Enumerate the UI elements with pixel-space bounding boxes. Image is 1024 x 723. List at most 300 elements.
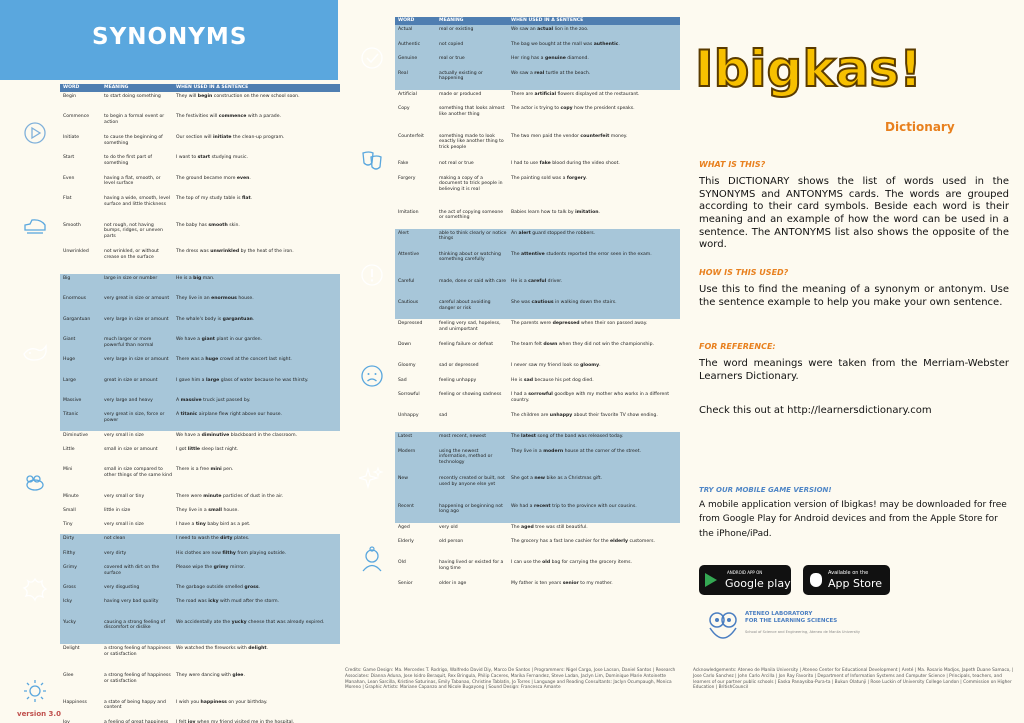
- table-row: [60, 247, 340, 274]
- word-cell: Sad: [398, 377, 407, 383]
- word-cell: Large: [63, 377, 76, 383]
- table-row: [60, 410, 340, 430]
- table-row: [60, 396, 340, 410]
- word-group: [395, 90, 680, 229]
- word-cell: Real: [398, 70, 408, 76]
- word-cell: Gloomy: [398, 363, 416, 368]
- meaning-cell: small in size or amount: [104, 446, 158, 452]
- sentence-cell: The latest song of the band was released today.: [511, 434, 624, 439]
- table-row: [395, 390, 680, 411]
- table-row: [60, 563, 340, 583]
- synonyms-title: SYNONYMS: [92, 24, 248, 50]
- sentence-cell: The road was icky with mud after the storm.: [176, 599, 280, 605]
- sentence-cell: I got little sleep last night.: [176, 446, 239, 452]
- table-row: [395, 432, 680, 447]
- sentence-cell: I had a sorrowful goodbye with my mother who works in a different country.: [511, 392, 670, 403]
- meaning-cell: not real or true: [439, 161, 474, 166]
- table-row: [60, 644, 340, 671]
- sentence-cell: The team felt down when they did not win the championship.: [511, 342, 654, 347]
- word-group: [395, 432, 680, 523]
- meaning-cell: old person: [439, 539, 464, 544]
- sentence-cell: She was cautious in walking down the stairs.: [511, 300, 617, 305]
- meaning-cell: very great in size or amount: [104, 296, 170, 302]
- table-row: [60, 583, 340, 597]
- sentence-cell: They live in a modern house at the corner of the street.: [511, 448, 641, 454]
- mobile-heading: TRY OUR MOBILE GAME VERSION!: [699, 486, 832, 494]
- meaning-cell: actually existing or happening: [439, 70, 483, 82]
- apple-icon: [810, 573, 822, 587]
- sentence-cell: There was a huge crowd at the concert last night.: [176, 357, 292, 363]
- meaning-cell: large in size or number: [104, 275, 158, 281]
- alert-icon: [359, 262, 385, 288]
- word-cell: Careful: [398, 279, 415, 284]
- app-store-label: App Store: [828, 577, 883, 590]
- word-cell: Cautious: [398, 300, 419, 305]
- word-cell: Grimy: [63, 564, 77, 570]
- sentence-cell: They live in an enormous house.: [176, 296, 254, 302]
- table-row: [395, 411, 680, 432]
- splat-icon: [22, 576, 48, 602]
- word-cell: Mini: [63, 467, 73, 473]
- sentence-cell: There are artificial flowers displayed at the restaurant.: [511, 91, 640, 97]
- how-paragraph: Use this to find the meaning of a synonym or antonym. Use the sentence example to help you make your own sentence.: [699, 284, 1009, 308]
- table-row: [395, 54, 680, 69]
- sentence-cell: I had to use fake blood during the video shoot.: [511, 161, 620, 166]
- meaning-cell: to begin a formal event or action: [104, 114, 165, 126]
- sentence-cell: I never saw my friend look so gloomy.: [511, 363, 601, 368]
- sentence-cell: They will begin construction on the new school soon.: [176, 94, 300, 99]
- table-row: [60, 506, 340, 520]
- meaning-cell: something that looks almost like another thing: [439, 106, 505, 117]
- table-row: [60, 718, 340, 723]
- meaning-cell: very large in size or amount: [104, 357, 169, 363]
- word-group: [60, 274, 340, 431]
- sad-face-icon: [359, 363, 385, 389]
- word-cell: Begin: [63, 94, 77, 99]
- sentence-cell: We have a diminutive blackboard in the classroom.: [176, 432, 298, 438]
- table-row: [395, 104, 680, 132]
- table-row: [395, 361, 680, 376]
- word-cell: Small: [63, 508, 76, 514]
- word-cell: Down: [398, 342, 412, 347]
- word-cell: Fake: [398, 161, 409, 166]
- ateneo-lab-name: [745, 611, 837, 625]
- table-row: [395, 229, 680, 250]
- synonyms-banner: [0, 0, 338, 80]
- word-group: [60, 431, 340, 535]
- sentence-cell: The festivities will commence with a parade.: [176, 114, 281, 120]
- sentence-cell: We saw a real turtle at the beach.: [511, 70, 591, 76]
- meaning-cell: very small or tiny: [104, 493, 145, 499]
- table-row: [60, 618, 340, 645]
- table-row: [395, 159, 680, 174]
- table-row: [60, 335, 340, 355]
- sentence-cell: The baby has smooth skin.: [176, 222, 240, 228]
- word-cell: Smooth: [63, 222, 81, 228]
- table-row: [395, 537, 680, 558]
- sentence-cell: An alert guard stopped the robbers.: [511, 230, 596, 236]
- meaning-cell: very old: [439, 524, 458, 530]
- table-row: [395, 298, 680, 319]
- meaning-cell: feeling unhappy: [439, 377, 477, 383]
- sentence-cell: The parents were depressed when their son passed away.: [511, 321, 648, 326]
- table-row: [60, 221, 340, 248]
- meaning-cell: careful about avoiding danger or risk: [439, 300, 491, 311]
- google-play-small-label: ANDROID APP ON: [727, 570, 763, 575]
- sentence-cell: The garbage outside smelled gross.: [176, 585, 261, 591]
- word-cell: Genuine: [398, 56, 418, 61]
- meaning-cell: something made to look exactly like another thing to trick people: [439, 133, 504, 150]
- meaning-cell: a strong feeling of happiness or satisfaction: [104, 646, 171, 658]
- meaning-cell: very large in size or amount: [104, 316, 169, 322]
- word-cell: Aged: [398, 524, 410, 530]
- sentence-cell: There is a free mini pen.: [176, 467, 234, 473]
- reference-heading: FOR REFERENCE:: [699, 342, 776, 351]
- sentence-cell: The actor is trying to copy how the president speaks.: [511, 106, 635, 111]
- word-cell: Copy: [398, 106, 410, 111]
- meaning-cell: recently created or built, not used by anyone else yet: [439, 476, 505, 487]
- google-play-label: Google play: [725, 577, 791, 590]
- meaning-cell: thinking about or watching something carefully: [439, 251, 501, 263]
- mouse-icon: [22, 470, 48, 496]
- meaning-cell: real or existing: [439, 27, 474, 32]
- synonyms-table-left: [60, 84, 340, 723]
- word-group: [395, 523, 680, 594]
- word-cell: Initiate: [63, 134, 80, 140]
- meaning-cell: small in size compared to other things of the same kind: [104, 467, 172, 478]
- learners-dictionary-link[interactable]: Check this out at http://learnersdictionary.com: [699, 405, 932, 416]
- word-cell: Yucky: [63, 619, 76, 625]
- word-cell: Icky: [63, 599, 73, 605]
- table-row: [395, 474, 680, 502]
- meaning-cell: great in size or amount: [104, 377, 158, 383]
- sentence-cell: The children are unhappy about their favorite TV show ending.: [511, 413, 658, 418]
- word-cell: Imitation: [398, 209, 419, 215]
- table-row: [60, 315, 340, 335]
- sentence-cell: The top of my study table is flat.: [176, 195, 253, 201]
- iron-icon: [22, 211, 48, 237]
- meaning-cell: much larger or more powerful than normal: [104, 336, 154, 348]
- meaning-cell: feeling or showing sadness: [439, 392, 502, 397]
- table-row: [395, 69, 680, 90]
- sentence-cell: I felt joy when my friend visited me in the hospital.: [176, 719, 295, 723]
- mobile-paragraph: A mobile application version of Ibigkas! may be downloaded for free from Google Play for Android devices and from the Apple Store for the iPhone/iPad.: [699, 500, 1007, 539]
- grandma-icon: [359, 546, 385, 572]
- word-cell: Little: [63, 446, 75, 452]
- meaning-cell: sad or depressed: [439, 363, 479, 368]
- table-row: [395, 250, 680, 278]
- sentence-cell: The painting sold was a forgery.: [511, 175, 588, 181]
- table-row: [60, 431, 340, 445]
- word-group: [60, 534, 340, 644]
- what-heading: WHAT IS THIS?: [699, 160, 766, 169]
- word-cell: Happiness: [63, 699, 87, 705]
- word-cell: Filthy: [63, 550, 76, 556]
- word-group: [60, 174, 340, 274]
- meaning-cell: sad: [439, 413, 448, 418]
- word-cell: Forgery: [398, 175, 416, 181]
- word-cell: Sorrowful: [398, 392, 420, 397]
- word-cell: Diminutive: [63, 432, 89, 438]
- sentence-cell: He is sad because his pet dog died.: [511, 377, 594, 383]
- sentence-cell: I want to start studying music.: [176, 155, 248, 161]
- meaning-cell: made or produced: [439, 91, 482, 97]
- table-row: [395, 319, 680, 340]
- meaning-cell: very large and heavy: [104, 398, 153, 404]
- word-cell: Huge: [63, 357, 76, 363]
- credits-text: Credits: Game Design: Ma. Mercedes T. Rodrigo, Walfredo David Diy, Marco De Santos | Programmers: Nigel Cargo, Jose Lacson, Daniel Santos | Research Associates: Dianna Aduna, Jose Isidro Beraquit, Rex Bringula, Philip Caceres, Marika Fernandez, Steve Ladan, Jaclyn Lim, Dominique Marie Antoinette Manahan, Lean Sarcilla, Kristine Saturinas, Emily Tabanao, Christine Tablatin, Jo Torres | Language and Reading Consultants: Jaclyn Ocumpaugh, Monica Moreno | Graphic Artists: Mariane Capanzo and Nicole Bugayong | Sound Design: Francesca Amante: [345, 668, 676, 691]
- meaning-cell: little in size: [104, 508, 131, 514]
- whale-icon: [22, 340, 48, 366]
- play-button-icon: [22, 120, 48, 146]
- sentence-cell: I wish you happiness on your birthday.: [176, 699, 268, 705]
- meaning-cell: happening or beginning not long ago: [439, 503, 503, 515]
- sentence-cell: The ground became more even.: [176, 175, 251, 181]
- word-cell: Attentive: [398, 251, 420, 257]
- meaning-cell: the act of copying someone or something: [439, 209, 504, 221]
- meaning-cell: using the newest information, method or technology: [439, 448, 493, 465]
- sentence-cell: A massive truck just passed by.: [176, 398, 251, 404]
- sentence-cell: I have a tiny baby bird as a pet.: [176, 522, 251, 528]
- word-cell: Start: [63, 155, 75, 161]
- meaning-cell: very small in size: [104, 522, 144, 528]
- meaning-cell: very small in size: [104, 432, 144, 438]
- table-row: [60, 520, 340, 534]
- sentence-cell: I can use the old bag for carrying the grocery items.: [511, 560, 632, 565]
- google-play-button[interactable]: [699, 565, 791, 595]
- sentence-cell: His clothes are now filthy from playing outside.: [176, 550, 287, 556]
- word-group: [60, 644, 340, 723]
- sentence-cell: Her ring has a genuine diamond.: [511, 56, 589, 61]
- sentence-cell: We had a recent trip to the province with our cousins.: [511, 503, 637, 509]
- sentence-cell: She got a new bike as a Christmas gift.: [511, 476, 603, 481]
- table-row: [60, 153, 340, 173]
- play-store-icon: [705, 573, 717, 587]
- ibigkas-logo: Ibigkas!: [695, 40, 922, 98]
- sentence-cell: Our section will initiate the clean-up program.: [176, 134, 285, 140]
- acknowledgements-text: Acknowledgements: Ateneo de Manila University | Ateneo Center for Educational Development | Areté | Ma. Rosario Madjos, Japeth Duane Samaco, | Jose Carlo Sanchez | John Carlo Arcilla | Jon Ray Favorito | Department of Information Systems and Computer Science | Principals, teachers, and learners of our partner public schools | Easka Panaysiba-Pura-ta | Bukun Olatunji | Rose Luckin of University College London | Commission on Higher Education | BritishCouncil: [693, 668, 1014, 691]
- sentence-cell: The two men paid the vendor counterfeit money.: [511, 133, 628, 139]
- sentence-cell: The dress was unwrinkled by the heat of the iron.: [176, 249, 294, 255]
- masks-icon: [359, 147, 385, 173]
- sentence-cell: We accidentally ate the yucky cheese that was already expired.: [176, 619, 325, 625]
- sentence-cell: The whale's body is gargantuan.: [176, 316, 255, 322]
- word-cell: Dirty: [63, 536, 75, 542]
- meaning-cell: very dirty: [104, 550, 127, 556]
- meaning-cell: to cause the beginning of something: [104, 134, 163, 146]
- table-row: [395, 523, 680, 538]
- meaning-cell: real or true: [439, 56, 465, 61]
- word-cell: Latest: [398, 434, 413, 439]
- word-cell: Modern: [398, 448, 416, 454]
- meaning-cell: to start doing something: [104, 94, 161, 99]
- sentence-cell: There were minute particles of dust in the air.: [176, 493, 284, 499]
- table-row: [60, 597, 340, 617]
- synonyms-panel-middle: [345, 0, 685, 723]
- meaning-cell: very disgusting: [104, 585, 140, 591]
- word-cell: Even: [63, 175, 75, 181]
- word-cell: Joy: [63, 719, 70, 723]
- word-cell: Titanic: [63, 412, 79, 418]
- header-meaning: MEANING: [439, 18, 464, 24]
- word-cell: Delight: [63, 646, 80, 652]
- meaning-cell: very great in size, force or power: [104, 412, 165, 423]
- badge-check-icon: [359, 45, 385, 71]
- word-cell: Actual: [398, 27, 413, 32]
- meaning-cell: not copied: [439, 41, 464, 47]
- word-cell: Minute: [63, 493, 79, 499]
- word-cell: Authentic: [398, 41, 421, 47]
- table-row: [60, 549, 340, 563]
- word-cell: Artificial: [398, 91, 417, 97]
- table-row: [60, 355, 340, 375]
- meaning-cell: making a copy of a document to trick people in believing it is real: [439, 175, 503, 192]
- word-cell: Massive: [63, 398, 82, 404]
- word-cell: Unhappy: [398, 413, 419, 418]
- reference-paragraph: The word meanings were taken from the Merriam-Webster Learners Dictionary.: [699, 358, 1009, 382]
- table-header: [60, 84, 340, 92]
- how-heading: HOW IS THIS USED?: [699, 268, 789, 277]
- header-word: WORD: [63, 85, 80, 91]
- synonyms-panel: [0, 0, 345, 723]
- sparkle-icon: [359, 465, 385, 491]
- meaning-cell: a state of being happy and content: [104, 699, 166, 711]
- word-cell: Flat: [63, 195, 72, 201]
- table-row: [60, 92, 340, 112]
- sentence-cell: He is a big man.: [176, 275, 215, 281]
- word-cell: Enormous: [63, 296, 87, 302]
- word-cell: Tiny: [63, 522, 73, 528]
- meaning-cell: not wrinkled, or without crease on the surface: [104, 249, 159, 260]
- sentence-cell: He is a careful driver.: [511, 279, 563, 284]
- meaning-cell: causing a strong feeling of discomfort or dislike: [104, 619, 166, 631]
- table-row: [60, 133, 340, 153]
- word-group: [395, 25, 680, 90]
- word-cell: Gargantuan: [63, 316, 91, 322]
- meaning-cell: having a wide, smooth, level surface and little thickness: [104, 195, 171, 207]
- meaning-cell: to do the first part of something: [104, 155, 153, 166]
- header-sentence: WHEN USED IN A SENTENCE: [511, 18, 584, 24]
- version-label: version 3.0: [17, 710, 61, 718]
- word-cell: Counterfeit: [398, 133, 424, 139]
- sentence-cell: Babies learn how to talk by imitation.: [511, 209, 600, 215]
- table-row: [395, 40, 680, 55]
- word-cell: Big: [63, 275, 71, 281]
- table-row: [60, 534, 340, 548]
- meaning-cell: a feeling of great happiness: [104, 719, 169, 723]
- sentence-cell: Please wipe the grimy mirror.: [176, 564, 246, 570]
- meaning-cell: having lived or existed for a long time: [439, 560, 504, 571]
- synonyms-table-middle: [395, 17, 680, 594]
- table-row: [395, 447, 680, 475]
- meaning-cell: having very bad quality: [104, 599, 159, 605]
- table-row: [395, 579, 680, 594]
- table-row: [60, 671, 340, 698]
- word-cell: Senior: [398, 581, 413, 586]
- meaning-cell: older in age: [439, 581, 467, 586]
- sentence-cell: I need to wash the dirty plates.: [176, 536, 250, 542]
- word-cell: Recent: [398, 503, 414, 509]
- sun-icon: [22, 678, 48, 704]
- word-group: [395, 229, 680, 320]
- table-row: [60, 194, 340, 221]
- table-row: [395, 502, 680, 523]
- table-row: [60, 112, 340, 132]
- table-row: [60, 445, 340, 465]
- lab-line-1: ATENEO LABORATORY: [745, 611, 813, 617]
- table-row: [395, 277, 680, 298]
- word-cell: Giant: [63, 336, 76, 342]
- header-sentence: WHEN USED IN A SENTENCE: [176, 85, 249, 91]
- table-row: [395, 132, 680, 160]
- meaning-cell: feeling failure or defeat: [439, 342, 494, 347]
- lab-line-2: FOR THE LEARNING SCIENCES: [745, 618, 838, 625]
- sentence-cell: They live in a small house.: [176, 508, 239, 514]
- word-cell: Elderly: [398, 539, 414, 544]
- table-row: [395, 208, 680, 229]
- word-cell: Alert: [398, 230, 409, 236]
- meaning-cell: made, done or said with care: [439, 279, 507, 284]
- word-cell: Old: [398, 560, 406, 565]
- table-row: [60, 465, 340, 492]
- sentence-cell: I gave him a large glass of water because he was thirsty.: [176, 377, 309, 383]
- table-row: [395, 340, 680, 361]
- sentence-cell: The attentive students reported the error seen in the exam.: [511, 251, 652, 257]
- sentence-cell: We have a giant plant in our garden.: [176, 336, 263, 342]
- ateneo-lab-subtitle: School of Science and Engineering, Ateneo de Manila University: [745, 630, 861, 634]
- word-cell: Glee: [63, 672, 74, 678]
- app-store-button[interactable]: [803, 565, 890, 595]
- sentence-cell: A titanic airplane flew right above our house.: [176, 412, 283, 418]
- header-meaning: MEANING: [104, 85, 129, 91]
- word-group: [60, 92, 340, 174]
- meaning-cell: a strong feeling of happiness or satisfaction: [104, 672, 171, 684]
- owl-logo-icon: [707, 608, 739, 642]
- sentence-cell: The bag we bought at the mall was authentic.: [511, 41, 620, 47]
- table-row: [395, 376, 680, 391]
- dictionary-subtitle: Dictionary: [885, 120, 955, 134]
- meaning-cell: able to think clearly or notice things: [439, 230, 507, 242]
- meaning-cell: having a flat, smooth, or level surface: [104, 175, 161, 187]
- table-row: [395, 25, 680, 40]
- table-row: [60, 492, 340, 506]
- app-store-small-label: Available on the: [828, 570, 869, 576]
- table-row: [60, 376, 340, 396]
- sentence-cell: We saw an actual lion in the zoo.: [511, 27, 589, 32]
- table-row: [60, 294, 340, 314]
- table-row: [60, 274, 340, 294]
- table-row: [395, 174, 680, 208]
- meaning-cell: feeling very sad, hopeless, and unimportant: [439, 321, 501, 332]
- word-cell: Depressed: [398, 321, 423, 326]
- word-group: [395, 319, 680, 432]
- table-row: [395, 558, 680, 579]
- sentence-cell: The aged tree was still beautiful.: [511, 524, 588, 530]
- header-word: WORD: [398, 18, 415, 24]
- meaning-cell: covered with dirt on the surface: [104, 564, 160, 576]
- table-row: [395, 90, 680, 105]
- word-cell: Gross: [63, 585, 76, 591]
- meaning-cell: not rough, not having bumps, ridges, or uneven parts: [104, 222, 163, 240]
- meaning-cell: not clean: [104, 536, 126, 542]
- word-cell: Unwrinkled: [63, 249, 89, 255]
- info-panel: [685, 0, 1024, 723]
- table-header: [395, 17, 680, 25]
- sentence-cell: We watched the fireworks with delight.: [176, 646, 269, 652]
- word-cell: New: [398, 476, 409, 481]
- meaning-cell: most recent, newest: [439, 434, 487, 439]
- sentence-cell: My father is ten years senior to my mother.: [511, 581, 613, 586]
